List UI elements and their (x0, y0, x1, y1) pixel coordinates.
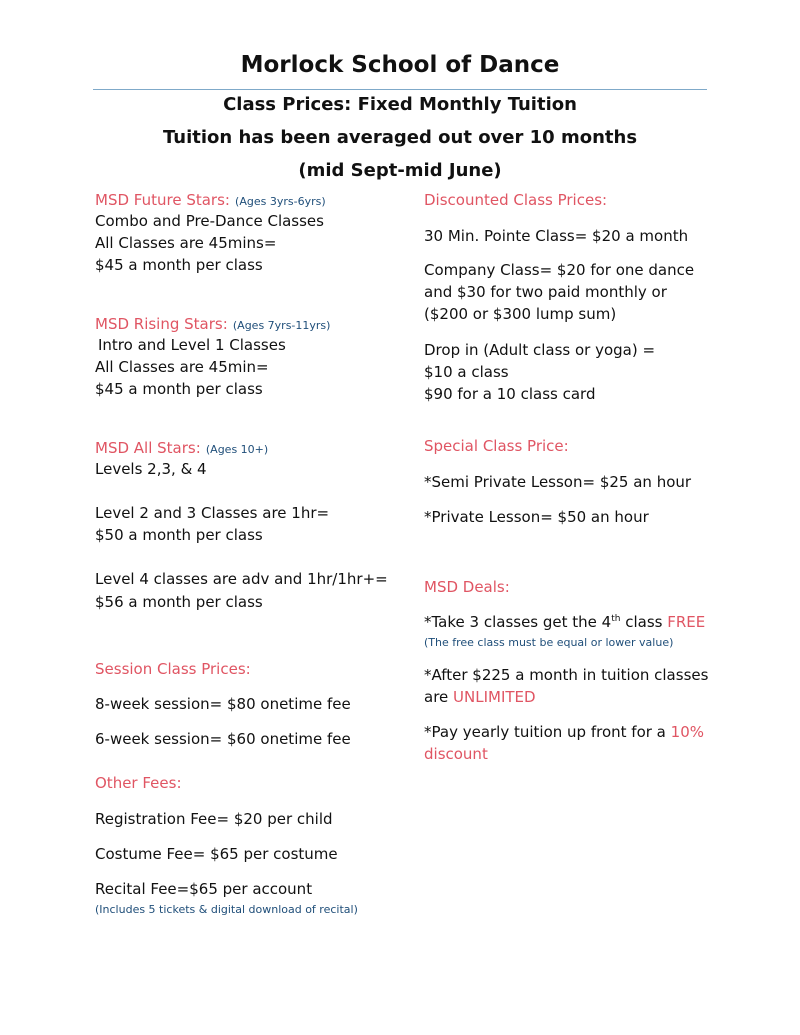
future-stars-line2: All Classes are 45mins= (95, 234, 277, 252)
future-stars-ages: (Ages 3yrs-6yrs) (235, 195, 326, 208)
deal2-text: are (424, 688, 454, 706)
all-stars-line1: Levels 2,3, & 4 (95, 460, 207, 478)
company-class-line2: and $30 for two paid monthly or (424, 283, 667, 301)
rising-stars-line2: All Classes are 45min= (95, 358, 269, 376)
deal3-percent: 10% (670, 723, 704, 741)
pointe-class-price: 30 Min. Pointe Class= $20 a month (424, 227, 689, 245)
semi-private-lesson: *Semi Private Lesson= $25 an hour (424, 473, 692, 491)
deal1-text: *Take 3 classes get the 4 (424, 613, 612, 631)
rising-stars-line3: $45 a month per class (95, 380, 263, 398)
private-lesson: *Private Lesson= $50 an hour (424, 508, 649, 526)
all-stars-heading: MSD All Stars: (95, 439, 201, 457)
subtitle-prices: Class Prices: Fixed Monthly Tuition (223, 94, 577, 115)
all-stars-line3: $50 a month per class (95, 526, 263, 544)
deal-fourth-class-free (424, 613, 705, 631)
session-heading: Session Class Prices: (95, 660, 251, 678)
drop-in-line3: $90 for a 10 class card (424, 385, 596, 403)
title-divider (93, 89, 707, 90)
deal-unlimited-line1: *After $225 a month in tuition classes (424, 666, 709, 684)
discounted-heading: Discounted Class Prices: (424, 191, 608, 209)
deal1-free: FREE (667, 613, 706, 631)
other-fees-heading: Other Fees: (95, 774, 182, 792)
all-stars-line5: $56 a month per class (95, 593, 263, 611)
deal3-text: *Pay yearly tuition up front for a (424, 723, 671, 741)
all-stars-ages: (Ages 10+) (205, 443, 269, 456)
drop-in-line2: $10 a class (424, 363, 509, 381)
deal-yearly-line2: discount (424, 745, 488, 763)
costume-fee: Costume Fee= $65 per costume (95, 845, 338, 863)
future-stars-line3: $45 a month per class (95, 256, 263, 274)
rising-stars-heading: MSD Rising Stars: (95, 315, 228, 333)
all-stars-line4: Level 4 classes are adv and 1hr/1hr+= (95, 570, 388, 588)
subtitle-tuition: Tuition has been averaged out over 10 months (162, 127, 638, 148)
deal1-superscript: th (611, 614, 621, 624)
deal1-note: (The free class must be equal or lower value) (424, 636, 674, 649)
rising-stars-ages: (Ages 7yrs-11yrs) (232, 319, 331, 332)
deal1-text-b: class (620, 613, 668, 631)
company-class-line1: Company Class= $20 for one dance (424, 261, 695, 279)
session-8-week: 8-week session= $80 onetime fee (95, 695, 351, 713)
recital-fee: Recital Fee=$65 per account (95, 880, 313, 898)
subtitle-months: (mid Sept-mid June) (298, 160, 502, 181)
deal-yearly-line1 (424, 723, 704, 741)
drop-in-line1: Drop in (Adult class or yoga) = (424, 341, 656, 359)
deals-heading: MSD Deals: (424, 578, 510, 596)
rising-stars-line1: Intro and Level 1 Classes (98, 336, 286, 354)
page-title: Morlock School of Dance (240, 52, 560, 78)
future-stars-line1: Combo and Pre-Dance Classes (95, 212, 324, 230)
recital-fee-note: (Includes 5 tickets & digital download of recital) (95, 903, 358, 916)
registration-fee: Registration Fee= $20 per child (95, 810, 333, 828)
company-class-line3: ($200 or $300 lump sum) (424, 305, 617, 323)
all-stars-line2: Level 2 and 3 Classes are 1hr= (95, 504, 330, 522)
deal2-unlimited: UNLIMITED (453, 688, 536, 706)
future-stars-heading: MSD Future Stars: (95, 191, 230, 209)
deal-unlimited-line2 (424, 688, 536, 706)
session-6-week: 6-week session= $60 onetime fee (95, 730, 351, 748)
special-heading: Special Class Price: (424, 437, 569, 455)
